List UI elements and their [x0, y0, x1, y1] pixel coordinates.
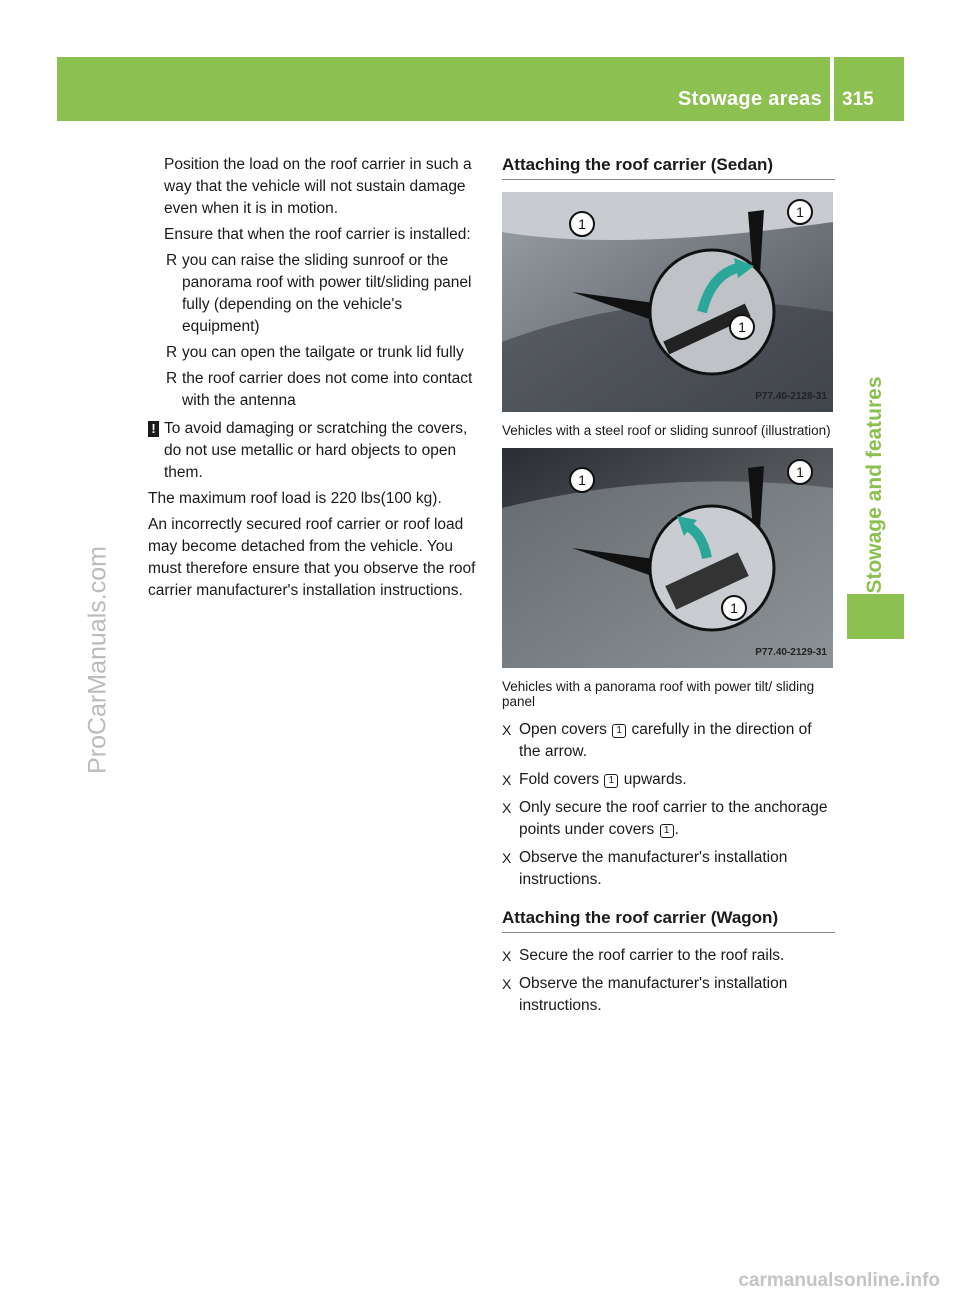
svg-text:1: 1 — [796, 464, 804, 480]
svg-text:1: 1 — [578, 472, 586, 488]
step-arrow-icon: X — [502, 948, 512, 964]
sedan-heading: Attaching the roof carrier (Sedan) — [502, 154, 835, 180]
figure-caption: Vehicles with a steel roof or sliding sunroof (illustration) — [502, 423, 831, 438]
list-item: R the roof carrier does not come into contact with the antenna — [166, 370, 473, 409]
ensure-text: Ensure that when the roof carrier is installed: — [164, 226, 471, 243]
watermark-left: ProCarManuals.com — [83, 546, 112, 774]
step-arrow-icon: X — [502, 850, 512, 866]
side-tab-label: Stowage and features — [863, 376, 886, 594]
left-column — [148, 154, 483, 602]
step-item: X Secure the roof carrier to the roof rails. — [502, 945, 835, 967]
step-arrow-icon: X — [502, 722, 512, 738]
page-number: 315 — [842, 89, 874, 110]
step-item: X Observe the manufacturer's installation instructions. — [502, 975, 788, 1014]
callout-1-icon: 1 — [604, 774, 618, 788]
figure-steel-roof — [502, 192, 833, 412]
step-arrow-icon: X — [502, 772, 512, 788]
callout-1-icon: 1 — [612, 724, 626, 738]
figure-panorama-roof — [502, 448, 833, 668]
list-item: R you can open the tailgate or trunk lid fully — [166, 344, 464, 361]
svg-text:1: 1 — [578, 216, 586, 232]
side-tab-block — [847, 594, 904, 639]
figure-code: P77.40-2128-31 — [755, 391, 827, 402]
max-load-text: The maximum roof load is 220 lbs(100 kg). — [148, 490, 442, 507]
warning-icon: ! — [148, 421, 159, 437]
step-item: X Fold covers 1 upwards. — [502, 769, 835, 791]
figure-code: P77.40-2129-31 — [755, 647, 827, 658]
step-item: X Open covers 1 carefully in the direction of the arrow. — [502, 721, 812, 760]
step-arrow-icon: X — [502, 976, 512, 992]
svg-text:1: 1 — [730, 600, 738, 616]
step-item: X Only secure the roof carrier to the anchorage points under covers 1 . — [502, 799, 828, 838]
right-column — [502, 154, 835, 1023]
header-separator — [830, 57, 834, 121]
figure-caption: Vehicles with a panorama roof with power tilt/ sliding panel — [502, 679, 815, 709]
roof-illustration-1 — [502, 192, 833, 412]
svg-text:1: 1 — [796, 204, 804, 220]
wagon-heading: Attaching the roof carrier (Wagon) — [502, 907, 835, 933]
step-arrow-icon: X — [502, 800, 512, 816]
svg-text:1: 1 — [738, 319, 746, 335]
step-item: X Observe the manufacturer's installation instructions. — [502, 849, 788, 888]
roof-illustration-2 — [502, 448, 833, 668]
warning-note: ! To avoid damaging or scratching the covers, do not use metallic or hard objects to open them. — [148, 418, 483, 484]
section-title: Stowage areas — [678, 88, 822, 110]
incorrect-load-text: An incorrectly secured roof carrier or roof load may become detached from the vehicle. You must therefore ensure that you observe the roof carrier manufacturer's installation instructions. — [148, 516, 476, 599]
callout-1-icon: 1 — [660, 824, 674, 838]
list-item: R you can raise the sliding sunroof or the panorama roof with power tilt/sliding panel fully (depending on the vehicle's equipment) — [166, 252, 472, 335]
intro-text: Position the load on the roof carrier in such a way that the vehicle will not sustain damage even when it is in motion. — [164, 156, 472, 217]
watermark-bottom: carmanualsonline.info — [738, 1270, 940, 1291]
